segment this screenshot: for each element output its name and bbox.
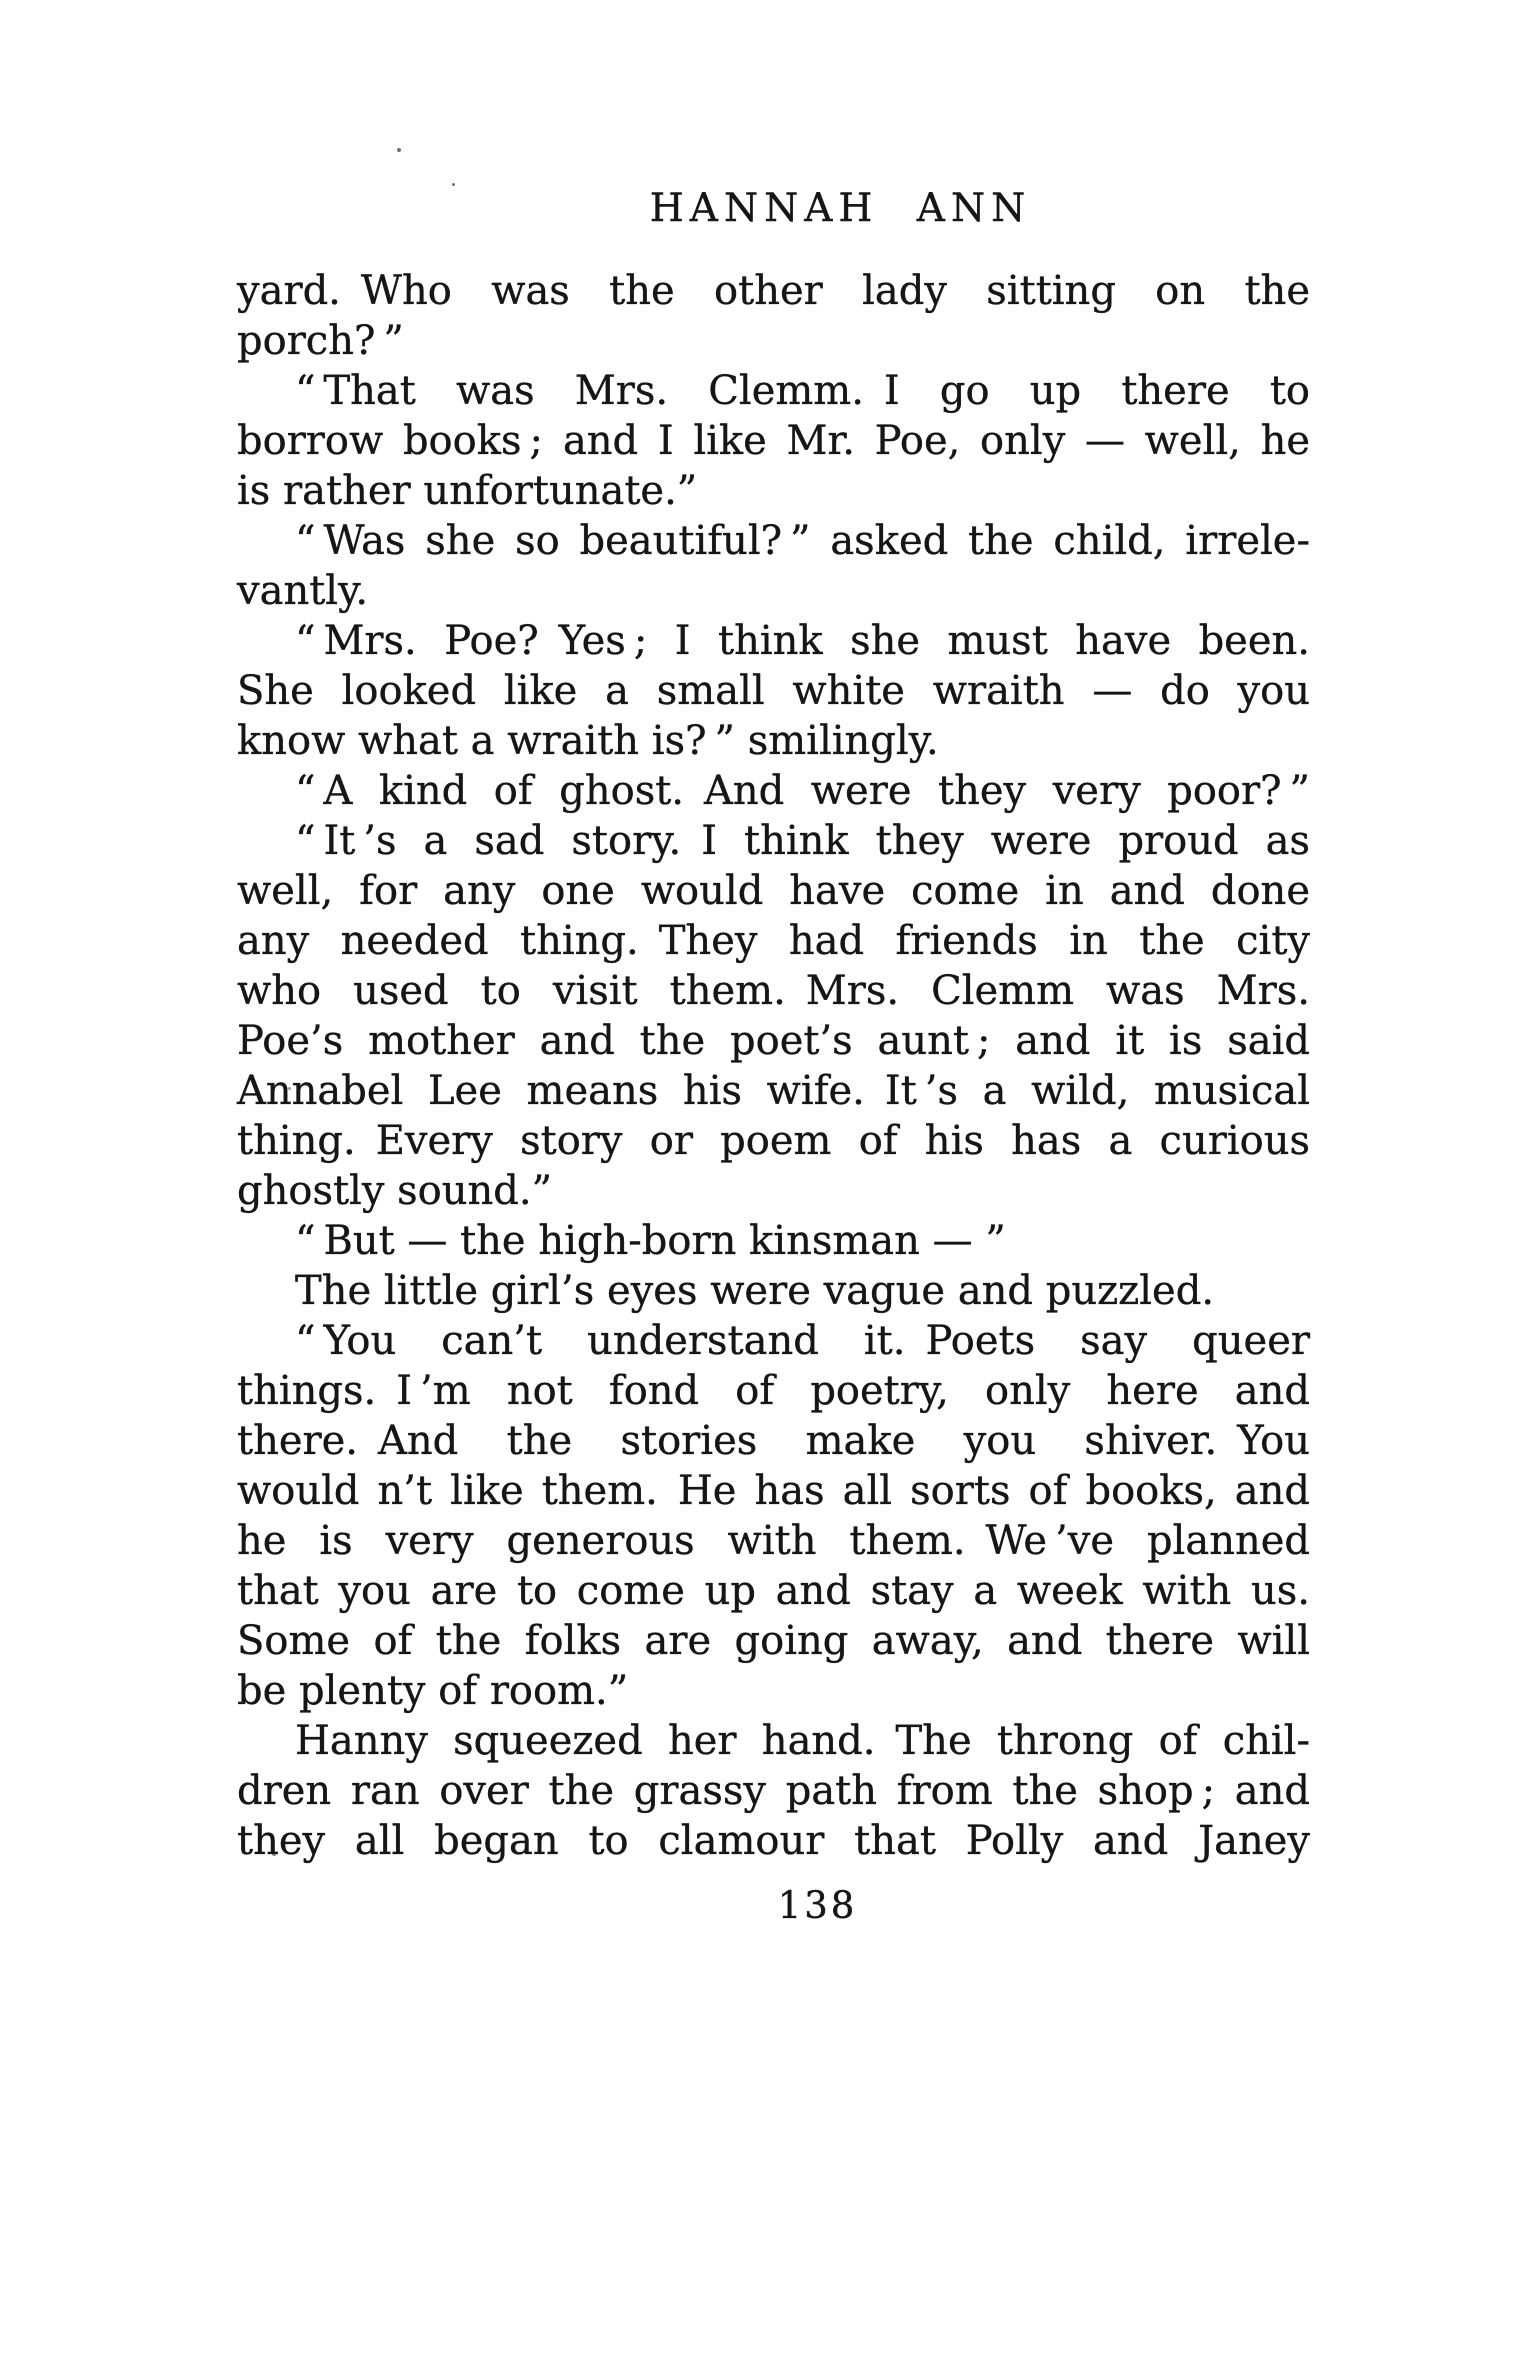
text-line: Poe’s mother and the poet’s aunt ; and it is said <box>237 1018 1310 1064</box>
text-line: that you are to come up and stay a week with us. <box>237 1568 1310 1614</box>
text-line: yard. Who was the other lady sitting on the <box>237 268 1310 314</box>
text-line: “ Mrs. Poe? Yes ; I think she must have been. <box>295 618 1310 664</box>
text-line: well, for any one would have come in and done <box>237 868 1310 914</box>
text-line: things. I ’m not fond of poetry, only here and <box>237 1368 1310 1414</box>
text-line: be plenty of room.” <box>237 1668 629 1714</box>
text-line: “ That was Mrs. Clemm. I go up there to <box>295 368 1310 414</box>
text-line: there. And the stories make you shiver. You <box>237 1418 1310 1464</box>
text-line: he is very generous with them. We ’ve planned <box>237 1518 1310 1564</box>
text-line: they all began to clamour that Polly and Janey <box>237 1818 1310 1864</box>
running-head-title: HANNAH ANN <box>649 186 1032 231</box>
text-line: is rather unfortunate.” <box>237 468 698 514</box>
text-line: Some of the folks are going away, and there will <box>237 1618 1310 1664</box>
text-line: who used to visit them. Mrs. Clemm was Mrs. <box>237 968 1310 1014</box>
text-line: “ Was she so beautiful? ” asked the child, irrele- <box>295 518 1310 564</box>
text-line: dren ran over the grassy path from the shop ; and <box>237 1768 1310 1814</box>
scan-speck <box>397 148 401 152</box>
text-line: “ A kind of ghost. And were they very poor? ” <box>295 768 1310 814</box>
text-line: She looked like a small white wraith — do you <box>237 668 1310 714</box>
text-line: thing. Every story or poem of his has a curious <box>237 1118 1310 1164</box>
text-line: Hanny squeezed her hand. The throng of chil- <box>295 1718 1310 1764</box>
text-line: Annabel Lee means his wife. It ’s a wild, musical <box>237 1068 1310 1114</box>
text-line: “ You can’t understand it. Poets say queer <box>295 1318 1310 1364</box>
text-line: borrow books ; and I like Mr. Poe, only — well, he <box>237 418 1310 464</box>
text-line: porch? ” <box>237 318 404 364</box>
text-line: would n’t like them. He has all sorts of books, and <box>237 1468 1310 1514</box>
text-line: The little girl’s eyes were vague and puzzled. <box>295 1268 1215 1314</box>
text-line: vantly. <box>237 568 369 614</box>
text-line: ghostly sound.” <box>237 1168 553 1214</box>
body-text-column <box>237 266 1310 1866</box>
text-line: “ It ’s a sad story. I think they were proud as <box>295 818 1310 864</box>
text-line: know what a wraith is? ” smilingly. <box>237 718 939 764</box>
text-line: any needed thing. They had friends in the city <box>237 918 1310 964</box>
text-line: “ But — the high-born kinsman — ” <box>295 1218 1006 1264</box>
page-number: 138 <box>777 1884 858 1927</box>
